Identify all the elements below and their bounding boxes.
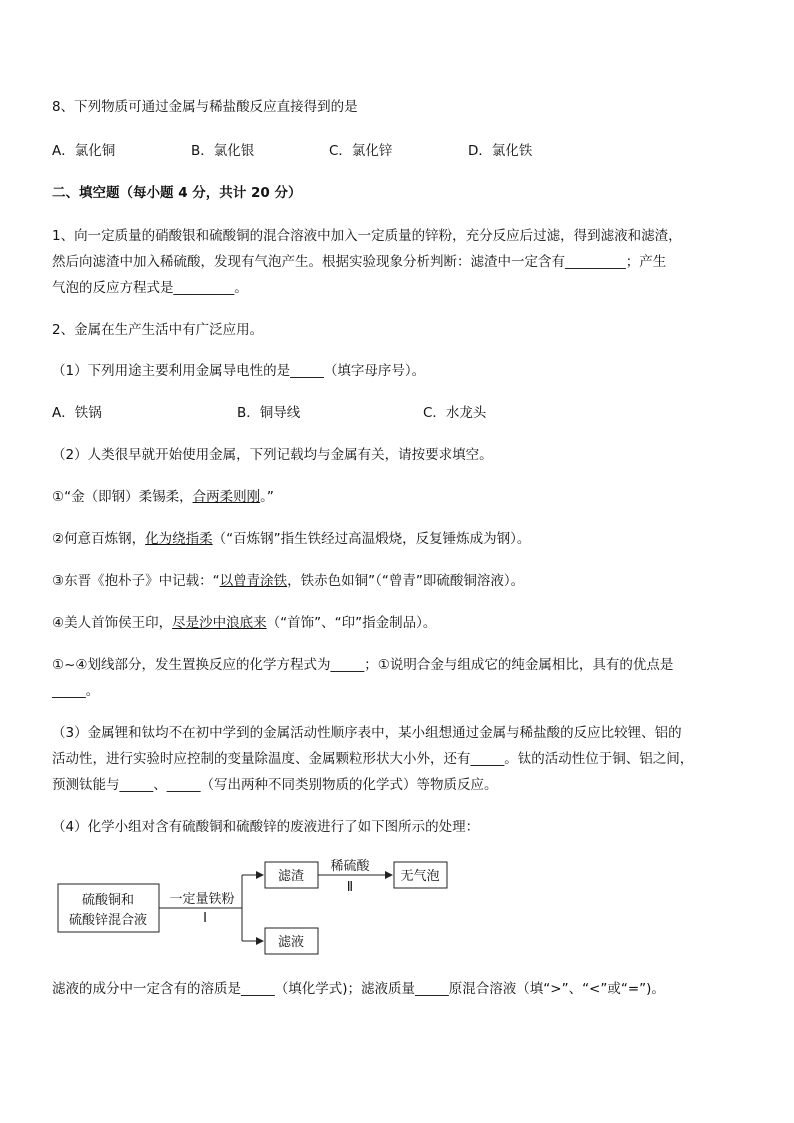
residue-label: 滤渣 (277, 869, 305, 884)
result-label: 无气泡 (400, 869, 440, 884)
q8-option-c: C．氯化锌 (329, 143, 393, 159)
p2-q2: （2）人类很早就开始使用金属，下列记载均与金属有关，请按要求填空。 (52, 447, 493, 463)
p2-q2-text-2: _____。 (52, 683, 100, 699)
q8-stem: 8、下列物质可通过金属与稀盐酸反应直接得到的是 (52, 99, 358, 115)
p2-q1-option-b: B．铜导线 (237, 405, 301, 421)
step1-label: 一定量铁粉 (169, 892, 235, 907)
item-2-text: ②何意百炼钢， (52, 531, 146, 547)
p2-q4: （4）化学小组对含有硫酸铜和硫酸锌的废液进行了如下图所示的处理： (52, 819, 480, 835)
q8-option-d: D．氯化铁 (468, 143, 533, 159)
process-diagram (0, 850, 794, 970)
p2-q1-option-a: A．铁锅 (52, 405, 102, 421)
item-2-tail: （“百炼钢”指生铁经过高温煅烧，反复锤炼成为钢）。 (212, 531, 531, 547)
step1-num: Ⅰ (203, 911, 207, 926)
filtrate-label: 滤液 (277, 935, 305, 950)
p2-item-1 (52, 487, 274, 507)
p2-q1: （1）下列用途主要利用金属导电性的是_____（填字母序号）。 (52, 363, 426, 379)
item-4-text: ④美人首饰侯王印， (52, 615, 173, 631)
item-1-tail: 。” (260, 489, 274, 505)
step2-arrow-head (385, 871, 393, 879)
q8-option-a: A．氯化铜 (52, 143, 116, 159)
p2-q3-line-1: （3）金属锂和钛均不在初中学到的金属活动性顺序表中，某小组想通过金属与稀盐酸的反应比较锂、铝的 (52, 725, 682, 741)
step2-num: Ⅱ (346, 880, 354, 895)
item-3-tail: ，铁赤色如铜”（“曾青”即硫酸铜溶液）。 (287, 573, 525, 589)
p1-line-3: 气泡的反应方程式是_________。 (52, 280, 248, 296)
item-4-underline: 尽是沙中浪底来 (172, 615, 267, 631)
p2-q3-line-3: 预测钛能与_____、_____（写出两种不同类别物质的化学式）等物质反应。 (52, 777, 498, 793)
p2-item-2 (52, 529, 530, 549)
p2-q4-answer: 滤液的成分中一定含有的溶质是_____（填化学式)；滤液质量_____原混合溶液（填“>”、“<”或“=”)。 (52, 981, 665, 997)
step2-label: 稀硫酸 (330, 859, 370, 874)
item-2-underline: 化为绕指柔 (145, 531, 213, 547)
item-3-underline: 以曾青涂铁 (219, 573, 288, 589)
upper-arrow-head (256, 871, 264, 879)
p1-line-1: 1、向一定质量的硝酸银和硫酸铜的混合溶液中加入一定质量的锌粉，充分反应后过滤，得到滤液和滤渣， (52, 228, 682, 244)
item-3-text: ③东晋《抱朴子》中记载：“ (52, 573, 220, 589)
q8-option-b: B．氯化银 (191, 143, 255, 159)
p2-q1-option-c: C．水龙头 (423, 405, 487, 421)
start-label-1: 硫酸铜和 (81, 893, 135, 908)
p2-q3-line-2: 活动性，进行实验时应控制的变量除温度、金属颗粒形状大小外，还有_____。钛的活动性位于铜、铝之间， (52, 751, 694, 767)
p2-intro: 2、金属在生产生活中有广泛应用。 (52, 322, 264, 338)
item-4-tail: （“首饰”、“印”指金制品）。 (266, 615, 437, 631)
p1-line-2: 然后向滤渣中加入稀硫酸，发现有气泡产生。根据实验现象分析判断：滤渣中一定含有_________；产生 (52, 254, 667, 270)
p2-q2-text-1: ①~④划线部分，发生置换反应的化学方程式为_____；①说明合金与组成它的纯金属相比，具有的优点是 (52, 657, 674, 673)
lower-arrow-head (256, 937, 264, 945)
item-1-underline: 合两柔则刚 (192, 489, 261, 505)
p2-item-4 (52, 613, 436, 633)
p2-item-3 (52, 571, 524, 591)
section-title: 二、填空题（每小题 4 分，共计 20 分） (52, 185, 302, 201)
item-1-text: ①“金（即钢）柔锡柔， (52, 489, 193, 505)
start-label-2: 硫酸锌混合液 (68, 913, 148, 928)
